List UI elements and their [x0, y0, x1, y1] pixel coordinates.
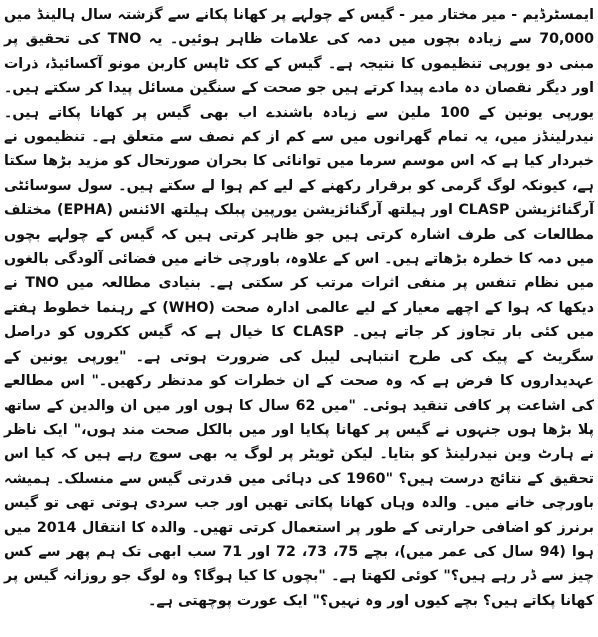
article-paragraph: ایمسٹرڈیم - میر مختار میر - گیس کے چولہے پر کھانا پکانے سے گزشتہ سال ہالینڈ میں 70,000 سے زیادہ بچوں میں دمہ کی علامات ظاہر ہوئیں۔ یہ TNO کی تحقیق پر مبنی دو یورپی تنظیموں کا نتیجہ ہے۔ گیس کے کک ٹاپس کاربن مونو آکسائیڈ، ذرات اور دیگر نقصان دہ مادے پیدا کرتے ہیں جو صحت کے سنگین مسائل پیدا کر سکتے ہیں۔ یورپی یونین کے 100 ملین سے زیادہ باشندے اب بھی گیس پر کھانا پکاتے ہیں۔ نیدرلینڈز میں، یہ تمام گھرانوں میں سے کم از کم نصف سے متعلق ہے۔ تنظیموں نے خبردار کیا ہے کہ اس موسم سرما میں توانائی کا بحران صورتحال کو مزید بڑھا سکتا ہے، کیونکہ لوگ گرمی کو برقرار رکھنے کے لیے کم ہوا لے سکتے ہیں۔ سول سوسائٹی آرگنائزیشن CLASP اور ہیلتھ آرگنائزیشن یورپین پبلک ہیلتھ الائنس (EPHA) مختلف مطالعات کی طرف اشارہ کرتی ہیں جو ظاہر کرتی ہیں کہ گیس کے چولہے بچوں میں دمہ کا خطرہ بڑھاتے ہیں۔ اس کے علاوہ، باورچی خانے میں فضائی آلودگی بالغوں میں نظام تنفس پر منفی اثرات مرتب کر سکتی ہے۔ بنیادی مطالعہ میں TNO نے دیکھا کہ ہوا کے اچھے معیار کے لیے عالمی ادارہ صحت (WHO) کے رہنما خطوط ہفتے میں کئی بار تجاوز کر جاتے ہیں۔ CLASP کا خیال ہے کہ گیس ککروں کو دراصل سگریٹ کے پیک کی طرح انتباہی لیبل کی ضرورت ہوتی ہے۔ "یورپی یونین کے عہدیداروں کا فرض ہے کہ وہ صحت کے ان خطرات کو مدنظر رکھیں۔" اس مطالعے کی اشاعت پر کافی تنقید ہوئی۔ "میں 62 سال کا ہوں اور میں ان والدین کے ساتھ پلا بڑھا ہوں جنہوں نے گیس پر کھانا پکایا اور میں بالکل صحت مند ہوں،" ایک ناظر نے ہارٹ وین نیدرلینڈ کو بتایا۔ لیکن ٹویٹر پر لوگ یہ بھی سوچ رہے ہیں کہ کیا اس تحقیق کے نتائج درست ہیں؟ "1960 کی دہائی میں قدرتی گیس سے منسلک۔ ہمیشہ باورچی خانے میں۔ والدہ وہاں کھانا پکاتی تھیں اور جب سردی ہوتی تھی تو گیس برنرز کو اضافی حرارتی کے طور پر استعمال کرتی تھیں۔ والدہ کا انتقال 2014 میں ہوا (94 سال کی عمر میں)، بچے 75، 73، 72 اور 71 سب ابھی تک ہم پھر سے کس چیز سے ڈر رہے ہیں؟" کوئی لکھتا ہے۔ "بچوں کا کیا ہوگا؟ وہ لوگ جو روزانہ گیس پر کھانا پکاتے ہیں؟ بچے کیوں اور وہ نہیں؟" ایک عورت پوچھتی ہے۔: [4, 7, 595, 609]
